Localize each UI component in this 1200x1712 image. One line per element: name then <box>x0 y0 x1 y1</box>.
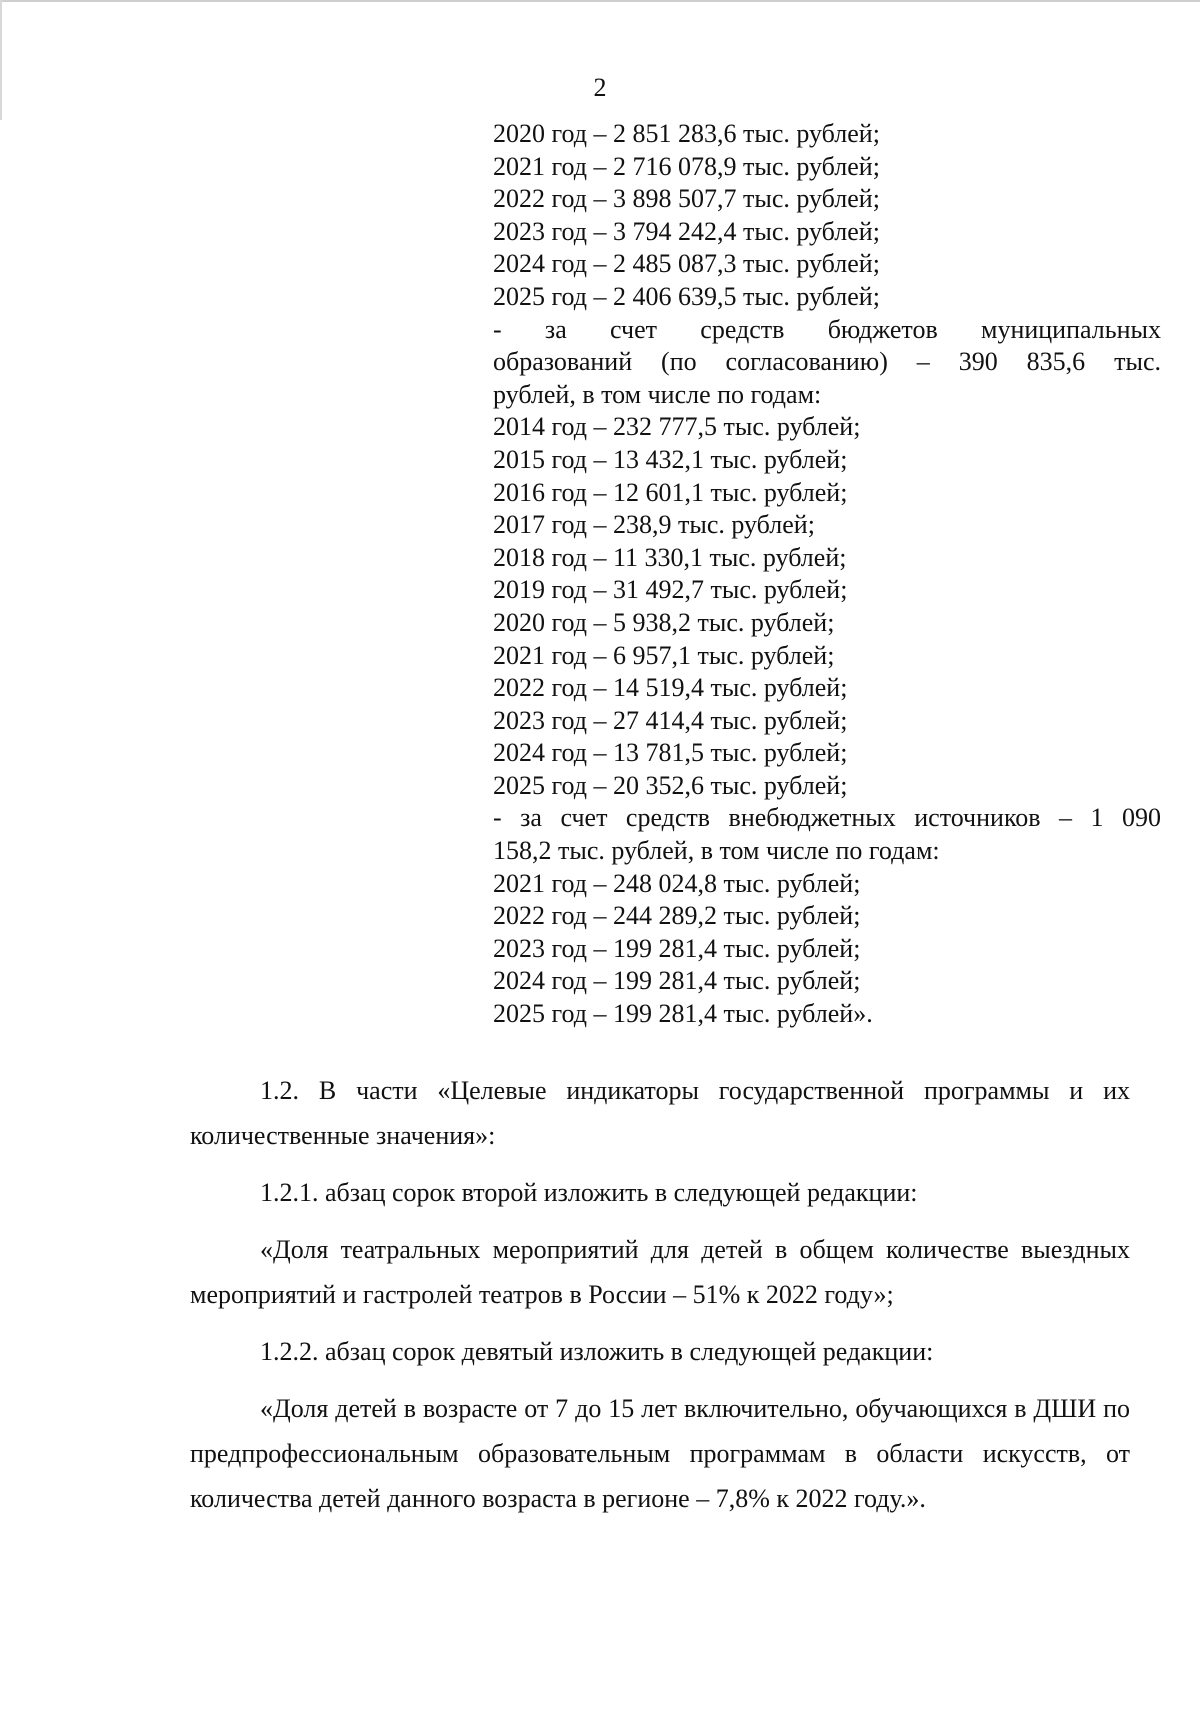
list-item: 2024 год – 199 281,4 тыс. рублей; <box>493 966 861 996</box>
scan-edge-top <box>0 0 1200 2</box>
list-item: 2021 год – 2 716 078,9 тыс. рублей; <box>493 151 880 181</box>
paragraph-1-2: 1.2. В части «Целевые индикаторы государственной программы и их количественные значения»: <box>190 1076 1130 1150</box>
body-text <box>190 1068 1130 1533</box>
list-item: 2024 год – 2 485 087,3 тыс. рублей; <box>493 249 880 279</box>
regional-years-list <box>493 118 1161 314</box>
list-item: 2016 год – 12 601,1 тыс. рублей; <box>493 477 848 507</box>
list-item: 2023 год – 3 794 242,4 тыс. рублей; <box>493 216 880 246</box>
list-item: 2024 год – 13 781,5 тыс. рублей; <box>493 738 848 768</box>
list-item: 2014 год – 232 777,5 тыс. рублей; <box>493 412 861 442</box>
municipal-heading-line-3: рублей, в том числе по годам: <box>493 379 822 409</box>
paragraph-1-2-1: 1.2.1. абзац сорок второй изложить в следующей редакции: <box>260 1178 918 1207</box>
list-item: 2019 год – 31 492,7 тыс. рублей; <box>493 575 848 605</box>
list-item: 2022 год – 14 519,4 тыс. рублей; <box>493 673 848 703</box>
list-item: 2025 год – 20 352,6 тыс. рублей; <box>493 770 848 800</box>
list-item: 2022 год – 244 289,2 тыс. рублей; <box>493 901 861 931</box>
extrabudget-years-list <box>493 868 1161 1031</box>
list-item: 2021 год – 248 024,8 тыс. рублей; <box>493 868 861 898</box>
paragraph-1-2-2: 1.2.2. абзац сорок девятый изложить в следующей редакции: <box>260 1337 934 1366</box>
extrabudget-heading-line-2: 158,2 тыс. рублей, в том числе по годам: <box>493 836 940 866</box>
list-item: 2022 год – 3 898 507,7 тыс. рублей; <box>493 184 880 214</box>
municipal-heading-line-2: образований (по согласованию) – 390 835,6 тыс. <box>493 347 1161 377</box>
extrabudget-heading-line-1: - за счет средств внебюджетных источников – 1 090 <box>493 803 1161 833</box>
list-item: 2020 год – 5 938,2 тыс. рублей; <box>493 607 835 637</box>
municipal-years-list <box>493 411 1161 802</box>
list-item: 2017 год – 238,9 тыс. рублей; <box>493 510 815 540</box>
municipal-heading-line-1: - за счет средств бюджетов муниципальных <box>493 314 1161 344</box>
page-number: 2 <box>593 73 607 102</box>
list-item: 2023 год – 199 281,4 тыс. рублей; <box>493 933 861 963</box>
paragraph-quote-children: «Доля детей в возрасте от 7 до 15 лет включительно, обучающихся в ДШИ по предпрофессиональным образовательным программам в области искусств, от количества детей данного возраста в регионе – 7,8% к 2022 году.». <box>190 1394 1130 1513</box>
list-item: 2025 год – 2 406 639,5 тыс. рублей; <box>493 281 880 311</box>
list-item: 2021 год – 6 957,1 тыс. рублей; <box>493 640 835 670</box>
list-item: 2015 год – 13 432,1 тыс. рублей; <box>493 444 848 474</box>
paragraph-quote-theatre: «Доля театральных мероприятий для детей в общем количестве выездных мероприятий и гастролей театров в России – 51% к 2022 году»; <box>190 1235 1130 1309</box>
list-item: 2018 год – 11 330,1 тыс. рублей; <box>493 542 847 572</box>
list-item: 2025 год – 199 281,4 тыс. рублей». <box>493 999 873 1029</box>
list-item: 2023 год – 27 414,4 тыс. рублей; <box>493 705 848 735</box>
funding-column <box>493 118 1161 1031</box>
list-item: 2020 год – 2 851 283,6 тыс. рублей; <box>493 119 880 148</box>
